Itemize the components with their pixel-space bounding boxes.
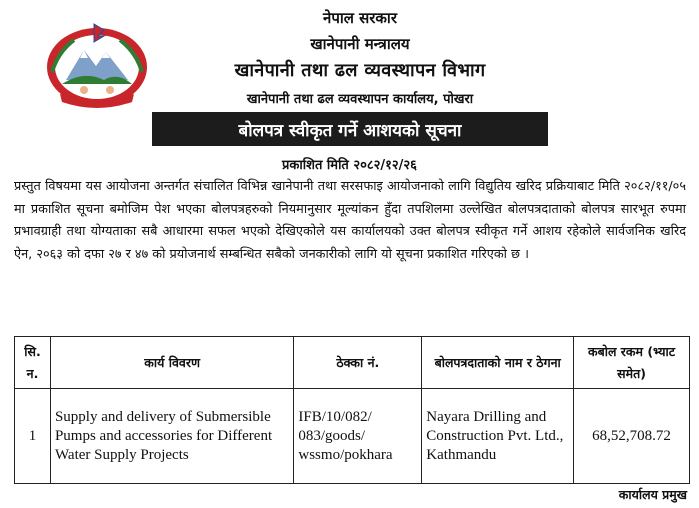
table-header-row: [15, 337, 690, 389]
col-header-contract-no: ठेक्का नं.: [294, 337, 422, 389]
notice-title: बोलपत्र स्वीकृत गर्ने आशयको सूचना: [238, 120, 462, 141]
published-date: प्रकाशित मिति २०८२/१२/२६: [282, 158, 417, 173]
header-ministry: खानेपानी मन्त्रालय: [310, 35, 410, 53]
cell-contract-no: IFB/10/082/ 083/goods/ wssmo/pokhara: [294, 389, 422, 484]
cell-bidder: Nayara Drilling and Construction Pvt. Ltd., Kathmandu: [422, 389, 574, 484]
signature-office-chief: कार्यालय प्रमुख: [618, 487, 687, 502]
header-government: नेपाल सरकार: [323, 9, 397, 27]
nepal-government-emblem-icon: [44, 22, 150, 108]
header-department: खानेपानी तथा ढल व्यवस्थापन विभाग: [234, 60, 486, 81]
notice-body: प्रस्तुत विषयमा यस आयोजना अन्तर्गत संचालित विभिन्न खानेपानी तथा सरसफाइ आयोजनाको लागि विद्युतिय खरिद प्रक्रियाबाट मिति २०८२/११/०५ मा प्रकाशित सूचना बमोजिम पेश भएका बोलपत्रहरुको नियमानुसार मूल्यांकन हुँदा तपशिलमा उल्लेखित बोलपत्रदाताको बोलपत्र सारभूत रुपमा प्रभावग्राही तथा योग्यताका सबै आधारमा सफल भएको देखिएकोले यस कार्यालयको उक्त बोलपत्र स्वीकृत गर्ने आशय रहेकोले सार्वजनिक खरिद ऐन, २०६३ को दफा २७ र ४७ को प्रयोजनार्थ सम्बन्धित सबैको जनकारीको लागि यो सूचना प्रकाशित गरिएको छ ।: [14, 179, 686, 262]
col-header-description: कार्य विवरण: [50, 337, 293, 389]
award-table: [14, 336, 690, 484]
cell-description: Supply and delivery of Submersible Pumps and accessories for Different Water Supply Projects: [50, 389, 293, 484]
header-office: खानेपानी तथा ढल व्यवस्थापन कार्यालय, पोखरा: [246, 92, 474, 107]
col-header-sn: सि. न.: [15, 337, 51, 389]
table-row: [15, 389, 690, 484]
col-header-amount: कबोल रकम (भ्याट समेत): [574, 337, 690, 389]
col-header-bidder: बोलपत्रदाताको नाम र ठेगना: [422, 337, 574, 389]
cell-amount: 68,52,708.72: [574, 389, 690, 484]
cell-sn: 1: [15, 389, 51, 484]
notice-title-banner: [152, 112, 548, 146]
